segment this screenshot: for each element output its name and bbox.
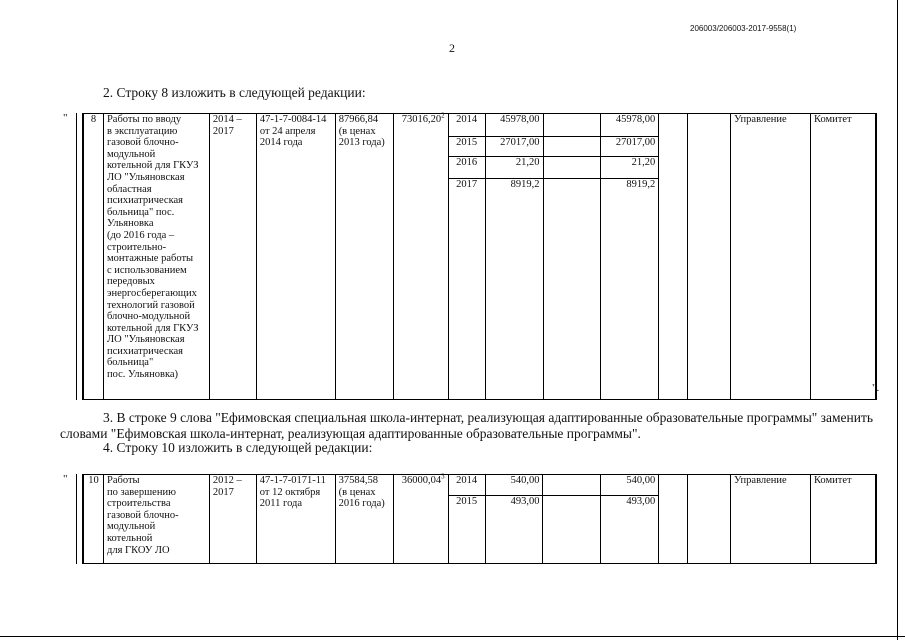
empty-cell: [659, 475, 688, 564]
cost-lines: [339, 475, 390, 510]
text-line: модульной: [106, 148, 156, 160]
text-line: ЛО "Ульяновская: [106, 171, 185, 183]
year-cell: 2015: [448, 137, 485, 157]
text-line: Работы: [106, 475, 140, 486]
total-cell: 8919,2: [485, 179, 543, 400]
empty-cell: [659, 114, 688, 400]
text-line: 2011 года: [259, 498, 303, 510]
text-line: котельной: [106, 532, 153, 544]
text-line: передовых: [106, 276, 155, 288]
work-name: [103, 475, 209, 564]
paragraph-3-line-1: 3. В строке 9 слова "Ефимовская специальная школа-интернат, реализующая адаптированные образовательные программы" заменить: [103, 410, 874, 425]
total-cell: 493,00: [485, 496, 543, 564]
limit-value: [393, 472, 448, 564]
total-cell: 21,20: [485, 157, 543, 179]
text-line: Ульяновка: [106, 218, 154, 230]
committee-cell: Комитет: [810, 475, 875, 564]
period: [209, 475, 256, 564]
text-line: пос. Ульяновка): [106, 369, 179, 381]
text-line: газовой блочно-: [106, 509, 179, 521]
text-line: строительства: [106, 498, 171, 510]
table-left-edge: [76, 113, 83, 400]
text-line: областная: [106, 183, 152, 195]
total-cell: 540,00: [485, 475, 543, 496]
paragraph-3-line-2: словами "Ефимовская школа-интернат, реализующая адаптированные образовательные программы".: [60, 426, 641, 441]
text-line: психиатрическая: [106, 195, 184, 207]
text-line: монтажные работы: [106, 253, 194, 265]
expertise-lines: [260, 475, 332, 510]
text-line: по завершению: [106, 486, 176, 498]
table-right-edge: [876, 474, 877, 564]
text-line: энергосберегающих: [106, 287, 197, 299]
text-line: 37584,58: [338, 475, 379, 486]
document-id: 206003/206003-2017-9558(1): [690, 24, 797, 33]
row-number: 10: [84, 475, 104, 564]
text-line: (в ценах: [338, 486, 376, 498]
regional-cell: 21,20: [601, 157, 659, 179]
text-line: 2012 –: [212, 475, 242, 486]
text-line: 87966,84: [338, 114, 379, 125]
page-number: 2: [449, 41, 455, 55]
text-line: блочно-модульной: [106, 311, 191, 323]
expertise-lines: [260, 114, 332, 149]
text-line: модульной: [106, 521, 156, 533]
work-name-lines: [107, 114, 206, 381]
text-line: от 12 октября: [259, 486, 321, 498]
period-lines: [213, 114, 253, 137]
quote-close: ".: [872, 382, 880, 394]
year-cell: 2014: [448, 114, 485, 137]
regional-cell: 8919,2: [601, 179, 659, 400]
work-name: [103, 114, 209, 400]
federal-cell: [543, 114, 601, 137]
row-number: 8: [84, 114, 104, 400]
total-cell: 27017,00: [485, 137, 543, 157]
work-name-lines: [107, 475, 206, 556]
expertise: [256, 475, 335, 564]
text-line: 2016 года): [338, 498, 385, 510]
manager-cell: Управление: [731, 114, 811, 400]
regional-cell: 27017,00: [601, 137, 659, 157]
empty-cell: [688, 475, 731, 564]
text-line: 47-1-7-0084-14: [259, 114, 327, 125]
federal-cell: [543, 496, 601, 564]
text-line: больница" пос.: [106, 206, 175, 218]
period-lines: [213, 475, 253, 498]
scan-edge-bottom: [0, 636, 905, 637]
estimated-cost: [335, 114, 393, 400]
table-row-8: [83, 113, 876, 400]
paragraph-2: 2. Строку 8 изложить в следующей редакции:: [103, 85, 366, 100]
table-left-edge: [76, 474, 83, 564]
text-line: котельной для ГКУЗ: [106, 160, 199, 172]
table-row-10: [83, 474, 876, 564]
text-line: котельной для ГКУЗ: [106, 322, 199, 334]
federal-cell: [543, 137, 601, 157]
limit-number: 36000,04: [401, 475, 442, 486]
quote-open: ": [63, 473, 68, 485]
year-cell: 2015: [448, 496, 485, 564]
paragraph-4: 4. Строку 10 изложить в следующей редакции:: [103, 440, 373, 455]
text-line: технологий газовой: [106, 299, 195, 311]
committee-cell: Комитет: [810, 114, 875, 400]
paragraph-3: [60, 410, 882, 442]
scan-edge-right: [897, 0, 898, 640]
text-line: (до 2016 года –: [106, 229, 175, 241]
text-line: в эксплуатацию: [106, 125, 178, 137]
text-line: психиатрическая: [106, 345, 184, 357]
text-line: 2014 года: [259, 137, 303, 149]
table-right-edge: [876, 113, 877, 400]
text-line: 47-1-7-0171-11: [259, 475, 326, 486]
text-line: для ГКОУ ЛО: [106, 544, 170, 556]
limit-number: 73016,20: [401, 114, 442, 125]
regional-cell: 540,00: [601, 475, 659, 496]
period: [209, 114, 256, 400]
text-line: 2014 –: [212, 114, 242, 125]
text-line: ЛО "Ульяновская: [106, 334, 185, 346]
text-line: 2013 года): [338, 137, 385, 149]
text-line: Работы по вводу: [106, 114, 182, 125]
limit-footnote: 3: [441, 472, 445, 481]
year-cell: 2016: [448, 157, 485, 179]
text-line: больница": [106, 357, 154, 369]
text-line: с использованием: [106, 264, 187, 276]
empty-cell: [688, 114, 731, 400]
text-line: (в ценах: [338, 125, 376, 137]
regional-cell: 493,00: [601, 496, 659, 564]
limit-value: [393, 111, 448, 400]
federal-cell: [543, 475, 601, 496]
limit-footnote: 2: [441, 111, 445, 120]
total-cell: 45978,00: [485, 114, 543, 137]
estimated-cost: [335, 475, 393, 564]
text-line: 2017: [212, 486, 234, 498]
year-cell: 2014: [448, 475, 485, 496]
federal-cell: [543, 179, 601, 400]
manager-cell: Управление: [731, 475, 811, 564]
cost-lines: [339, 114, 390, 149]
text-line: 2017: [212, 125, 234, 137]
year-cell: 2017: [448, 179, 485, 400]
quote-open: ": [63, 112, 68, 124]
federal-cell: [543, 157, 601, 179]
regional-cell: 45978,00: [601, 114, 659, 137]
expertise: [256, 114, 335, 400]
text-line: строительно-: [106, 241, 167, 253]
text-line: от 24 апреля: [259, 125, 316, 137]
text-line: газовой блочно-: [106, 137, 179, 149]
